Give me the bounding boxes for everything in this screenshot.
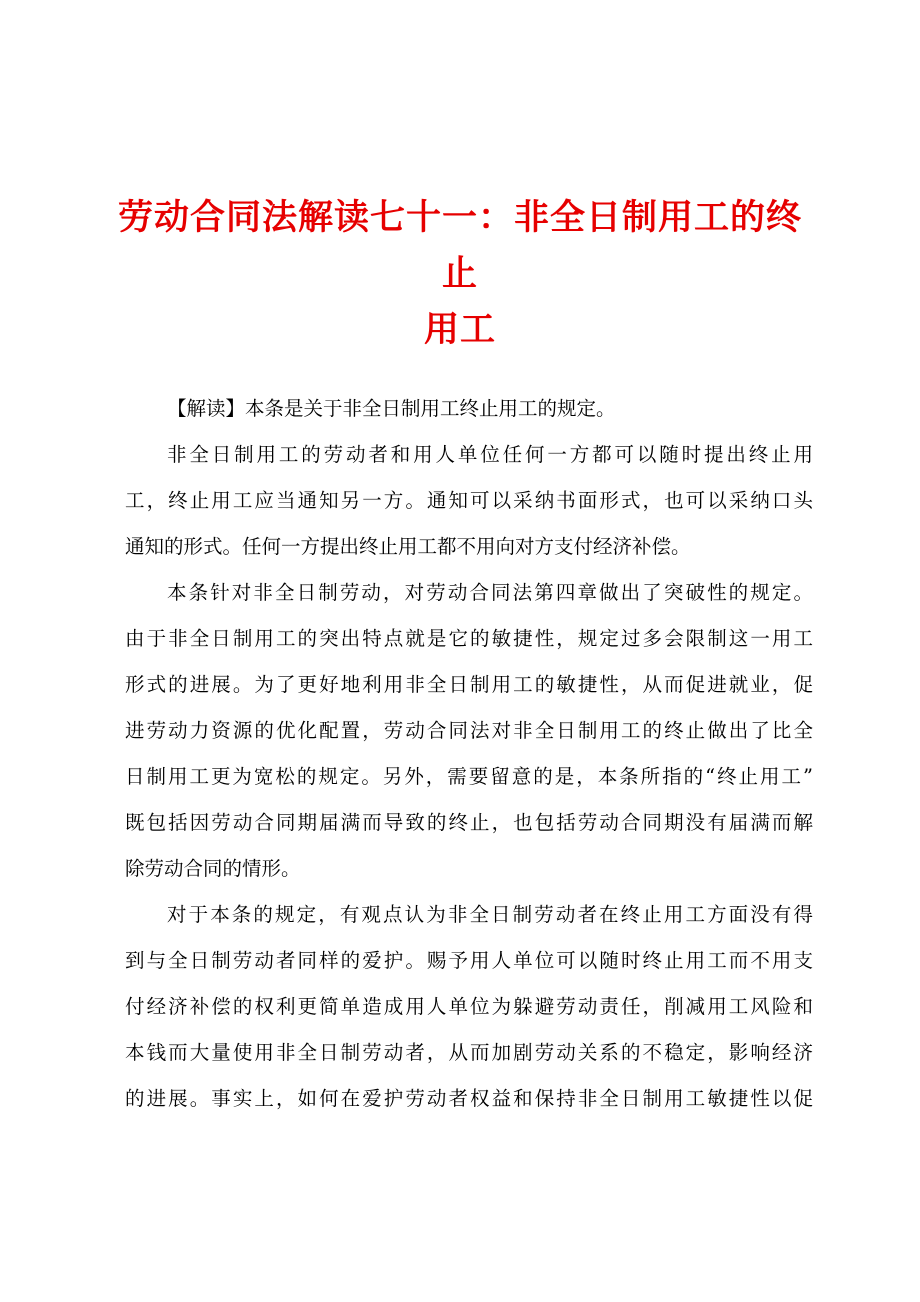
title-line: 用工 (423, 309, 496, 350)
text-line: 本钱而大量使用非全日制劳动者，从而加剧劳动关系的不稳定，影响经济 (125, 1041, 813, 1064)
text-line: 由于非全日制用工的突出特点就是它的敏捷性，规定过多会限制这一用工 (125, 627, 813, 650)
paragraph (125, 391, 813, 437)
text-line: 既包括因劳动合同期届满而导致的终止，也包括劳动合同期没有届满而解 (125, 811, 813, 834)
text-line: 非全日制用工的劳动者和用人单位任何一方都可以随时提出终止用 (167, 443, 813, 466)
text-line: 【解读】本条是关于非全日制用工终止用工的规定。 (167, 397, 616, 420)
paragraph (125, 437, 813, 575)
text-line: 的进展。事实上，如何在爱护劳动者权益和保持非全日制用工敏捷性以促 (125, 1087, 813, 1110)
text-line: 形式的进展。为了更好地利用非全日制用工的敏捷性，从而促进就业，促 (125, 673, 813, 696)
text-line: 通知的形式。任何一方提出终止用工都不用向对方支付经济补偿。 (125, 535, 691, 558)
title-line: 劳动合同法解读七十一：非全日制用工的终止 (117, 197, 802, 294)
paragraph (125, 897, 813, 1127)
paragraph (125, 575, 813, 897)
text-line: 本条针对非全日制劳动，对劳动合同法第四章做出了突破性的规定。 (167, 581, 813, 604)
document-title (110, 190, 810, 358)
text-line: 付经济补偿的权利更简单造成用人单位为躲避劳动责任，削减用工风险和 (125, 995, 813, 1018)
text-line: 工，终止用工应当通知另一方。通知可以采纳书面形式，也可以采纳口头 (125, 489, 813, 512)
text-line: 到与全日制劳动者同样的爱护。赐予用人单位可以随时终止用工而不用支 (125, 949, 813, 972)
text-line: 进劳动力资源的优化配置，劳动合同法对非全日制用工的终止做出了比全 (125, 719, 813, 742)
document-body (125, 391, 813, 1127)
text-line: 除劳动合同的情形。 (125, 857, 301, 880)
text-line: 对于本条的规定，有观点认为非全日制劳动者在终止用工方面没有得 (167, 903, 813, 926)
text-line: 日制用工更为宽松的规定。另外，需要留意的是，本条所指的“终止用工” (125, 765, 813, 788)
